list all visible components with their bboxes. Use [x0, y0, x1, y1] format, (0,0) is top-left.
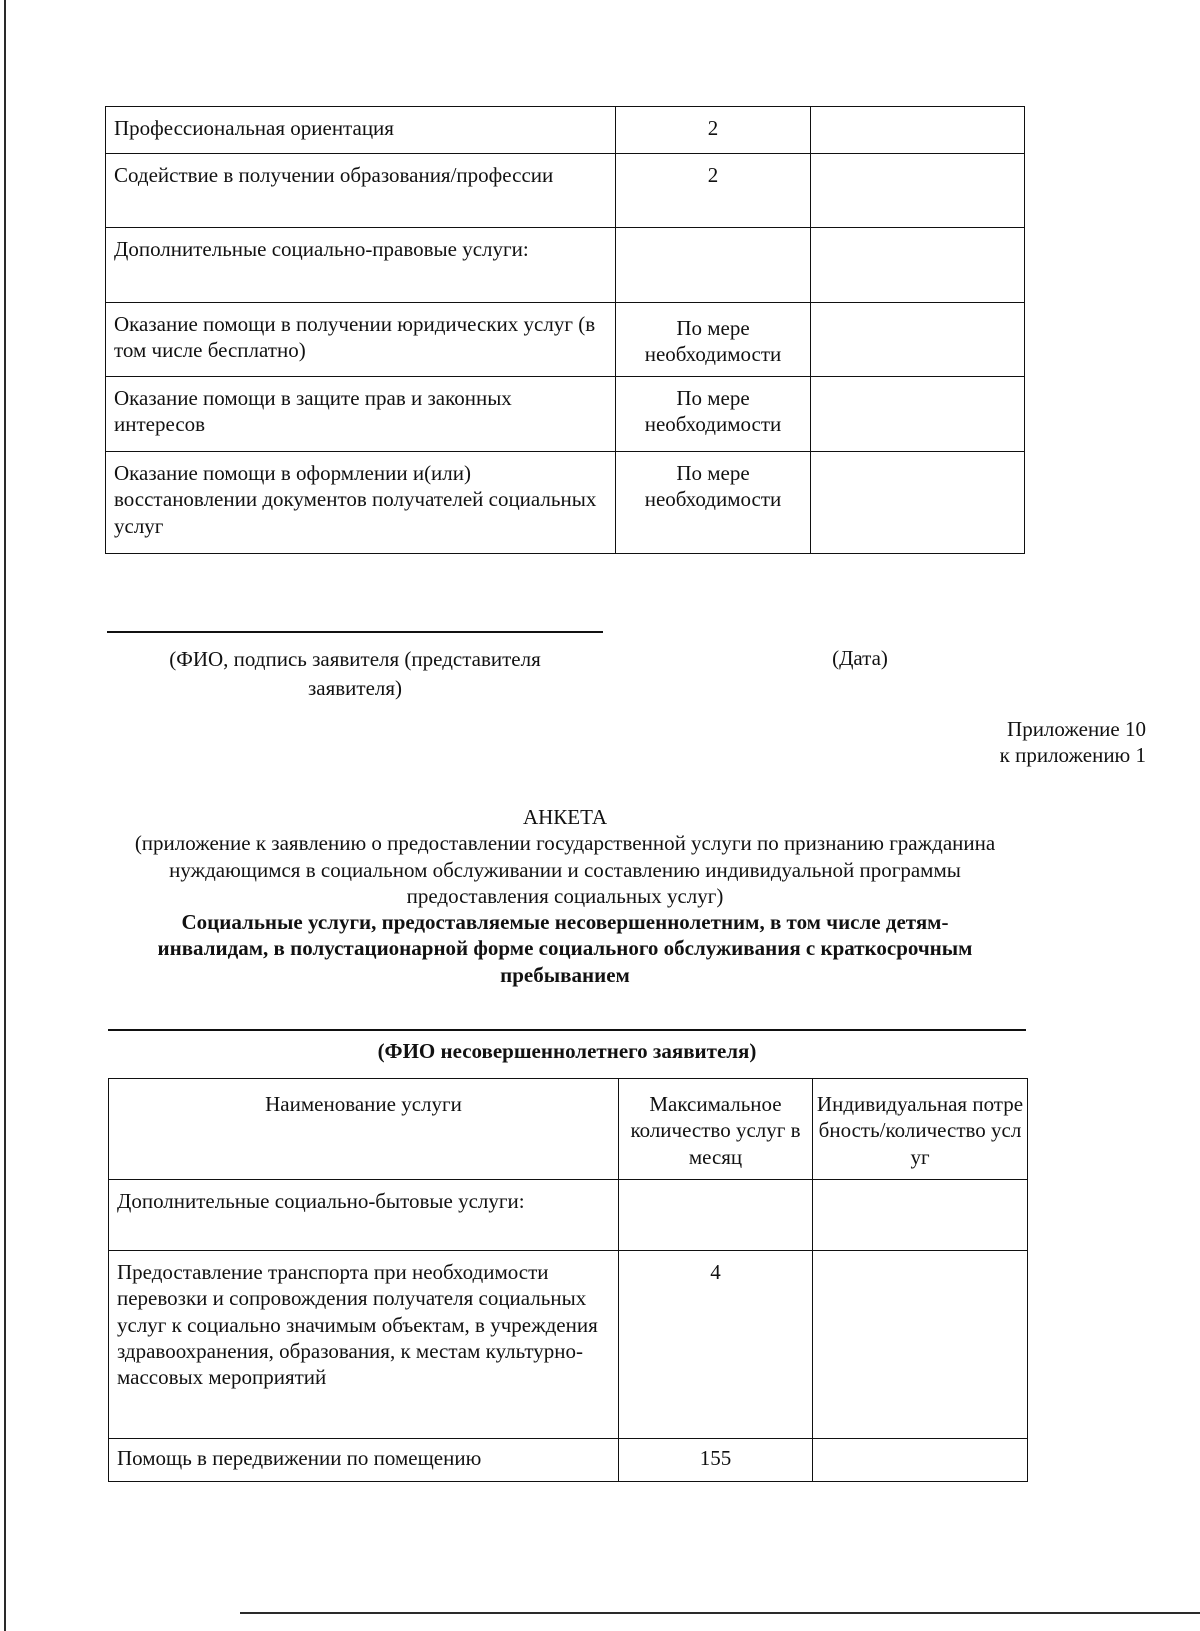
max-count: 2 [616, 154, 811, 228]
section-heading: Дополнительные социально-бытовые услуги: [109, 1180, 619, 1251]
appendix-parent: к приложению 1 [999, 743, 1146, 768]
signature-line [107, 631, 603, 633]
individual-need-cell [811, 377, 1025, 452]
section-heading: Дополнительные социально-правовые услуги: [106, 228, 616, 303]
signature-caption: (ФИО, подпись заявителя (представителя заявителя) [169, 647, 541, 701]
max-count: 4 [619, 1251, 813, 1439]
max-count: По мере необходимости [616, 303, 811, 377]
max-count [619, 1180, 813, 1251]
individual-need-cell [811, 154, 1025, 228]
table-header-row [109, 1079, 1028, 1180]
service-name: Помощь в передвижении по помещению [109, 1439, 619, 1482]
service-name: Профессиональная ориентация [106, 107, 616, 154]
header-service-name: Наименование услуги [109, 1079, 619, 1180]
date-caption: (Дата) [832, 646, 888, 670]
header-individual-need: Индивидуальная потребность/количество услуг [813, 1079, 1028, 1180]
scan-edge-bottom [240, 1612, 1200, 1614]
table-row [106, 107, 1025, 154]
individual-need-cell [813, 1439, 1028, 1482]
service-name: Оказание помощи в защите прав и законных интересов [106, 377, 616, 452]
individual-need-cell [811, 228, 1025, 303]
services-table [108, 1078, 1028, 1482]
minor-fio-caption: (ФИО несовершеннолетнего заявителя) [377, 1039, 757, 1063]
service-name: Оказание помощи в получении юридических услуг (в том числе бесплатно) [106, 303, 616, 377]
service-name: Предоставление транспорта при необходимости перевозки и сопровождения получателя социальных услуг к социально значимым объектам, в учреждения здравоохранения, образования, к местам культурно-массовых мероприятий [109, 1251, 619, 1439]
appendix-number: Приложение 10 [1007, 717, 1146, 741]
max-count: 155 [619, 1439, 813, 1482]
services-title: Социальные услуги, предоставляемые несовершеннолетним, в том числе детям-инвалидам, в полустационарной форме социального обслуживания с краткосрочным пребыванием [157, 910, 973, 987]
table-row [106, 303, 1025, 377]
scan-edge-left [4, 0, 6, 1631]
max-count: 2 [616, 107, 811, 154]
minor-fio-line [108, 1029, 1026, 1031]
service-name: Оказание помощи в оформлении и(или) восстановлении документов получателей социальных услуг [106, 452, 616, 554]
table-row [109, 1180, 1028, 1251]
max-count: По мере необходимости [616, 377, 811, 452]
services-table-continuation [105, 106, 1025, 554]
individual-need-cell [813, 1251, 1028, 1439]
table-row [106, 452, 1025, 554]
individual-need-cell [811, 107, 1025, 154]
service-name: Содействие в получении образования/профессии [106, 154, 616, 228]
header-max-count: Максимальное количество услуг в месяц [619, 1079, 813, 1180]
table-row [106, 228, 1025, 303]
individual-need-cell [811, 303, 1025, 377]
table-row [106, 154, 1025, 228]
table-row [109, 1439, 1028, 1482]
questionnaire-heading [100, 804, 1030, 988]
individual-need-cell [813, 1180, 1028, 1251]
max-count: По мере необходимости [616, 452, 811, 554]
page-subtitle: (приложение к заявлению о предоставлении государственной услуги по признанию гражданина нуждающимся в социальном обслуживании и составлению индивидуальной программы предоставления социальных услуг) [134, 831, 996, 908]
table-row [109, 1251, 1028, 1439]
page-title: АНКЕТА [522, 805, 608, 829]
table-row [106, 377, 1025, 452]
individual-need-cell [811, 452, 1025, 554]
max-count [616, 228, 811, 303]
appendix-reference [1000, 716, 1146, 769]
